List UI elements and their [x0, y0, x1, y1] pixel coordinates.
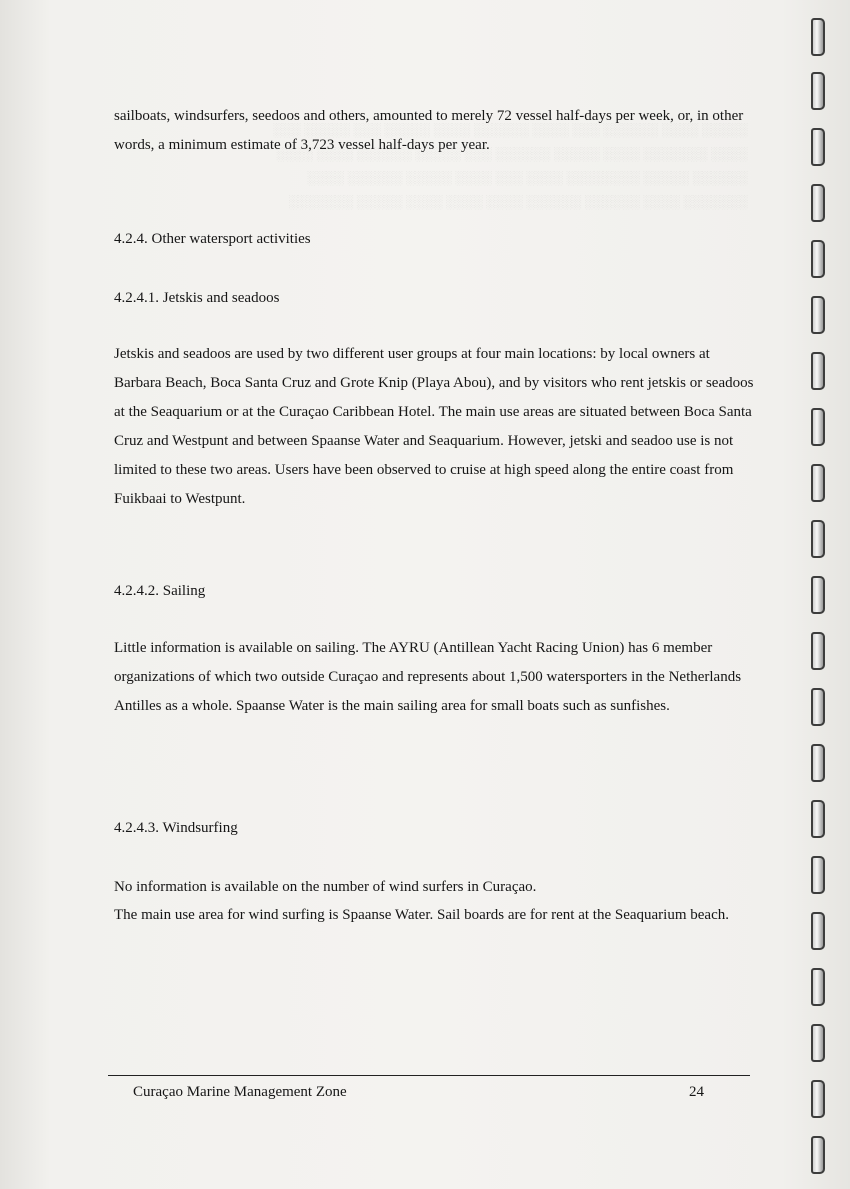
binding-ring [811, 576, 825, 614]
binding-ring [811, 744, 825, 782]
binding-ring [811, 408, 825, 446]
jetskis-paragraph: Jetskis and seadoos are used by two different user groups at four main locations: by local owners at Barbara Beach, Boca Santa Cruz and Grote Knip (Playa Abou), and by visitors who rent jetskis or seadoos at the Seaquarium or at the Curaçao Caribbean Hotel. The main use areas are situated between Boca Santa Cruz and Westpunt and between Spaanse Water and Seaquarium. However, jetski and seadoo use is not limited to these two areas. Users have been observed to cruise at high speed along the entire coast from Fuikbaai to Westpunt. [114, 346, 754, 507]
page-number: 24 [689, 1084, 704, 1100]
heading-4-2-4-1: 4.2.4.1. Jetskis and seadoos [114, 290, 280, 306]
binding-ring [811, 296, 825, 334]
intro-paragraph: sailboats, windsurfers, seedoos and others, amounted to merely 72 vessel half-days per week, or, in other words, a minimum estimate of 3,723 vessel half-days per year. [114, 108, 744, 153]
binding-ring [811, 688, 825, 726]
windsurfing-paragraph-2: The main use area for wind surfing is Spaanse Water. Sail boards are for rent at the Seaquarium beach. [114, 907, 729, 923]
footer-title: Curaçao Marine Management Zone [133, 1084, 347, 1100]
binding-ring [811, 800, 825, 838]
binding-ring [811, 856, 825, 894]
binding-ring [811, 1080, 825, 1118]
binding-ring [811, 240, 825, 278]
footer-divider [108, 1075, 750, 1076]
heading-4-2-4-3: 4.2.4.3. Windsurfing [114, 820, 238, 836]
binding-ring [811, 912, 825, 950]
sailing-paragraph: Little information is available on sailing. The AYRU (Antillean Yacht Racing Union) has 6 member organizations of which two outside Curaçao and represents about 1,500 watersporters in the Netherlands Antilles as a whole. Spaanse Water is the main sailing area for small boats such as sunfishes. [114, 640, 742, 714]
spiral-binding [803, 0, 833, 1189]
binding-ring [811, 128, 825, 166]
binding-ring [811, 1024, 825, 1062]
binding-ring [811, 72, 825, 110]
binding-ring [811, 968, 825, 1006]
heading-4-2-4-2: 4.2.4.2. Sailing [114, 583, 206, 599]
binding-ring [811, 520, 825, 558]
bleed-through-text: ░░░░░ ░░░░ ░░░░░░ ░░░ ░░░░ ░░░░░░ ░░░░ ░░░░░ ░░░ ░░░░░ ░░░ ░░░░ ░░░░░░░ ░░░░ ░░░░░ ░░░░░░ ░░░ ░░░░░ ░░░░░░ ░░░░ ░░░░ ░░░░░░ ░░░░░ ░░░░░░░░ ░░░░ ░░░ ░░░░ ░░░░░ ░░░░░░ ░░░░ ░░░░░░░ ░░░░ ░░░░░░ ░░░░░░ ░░░░ ░░░░ ░░░░ ░░░░░ ░░░░░░░ [273, 122, 748, 209]
binding-ring [811, 632, 825, 670]
windsurfing-paragraph-1: No information is available on the number of wind surfers in Curaçao. [114, 879, 537, 895]
binding-ring [811, 352, 825, 390]
binding-ring [811, 1136, 825, 1174]
binding-ring [811, 464, 825, 502]
heading-4-2-4: 4.2.4. Other watersport activities [114, 231, 311, 247]
binding-ring [811, 18, 825, 56]
binding-ring [811, 184, 825, 222]
